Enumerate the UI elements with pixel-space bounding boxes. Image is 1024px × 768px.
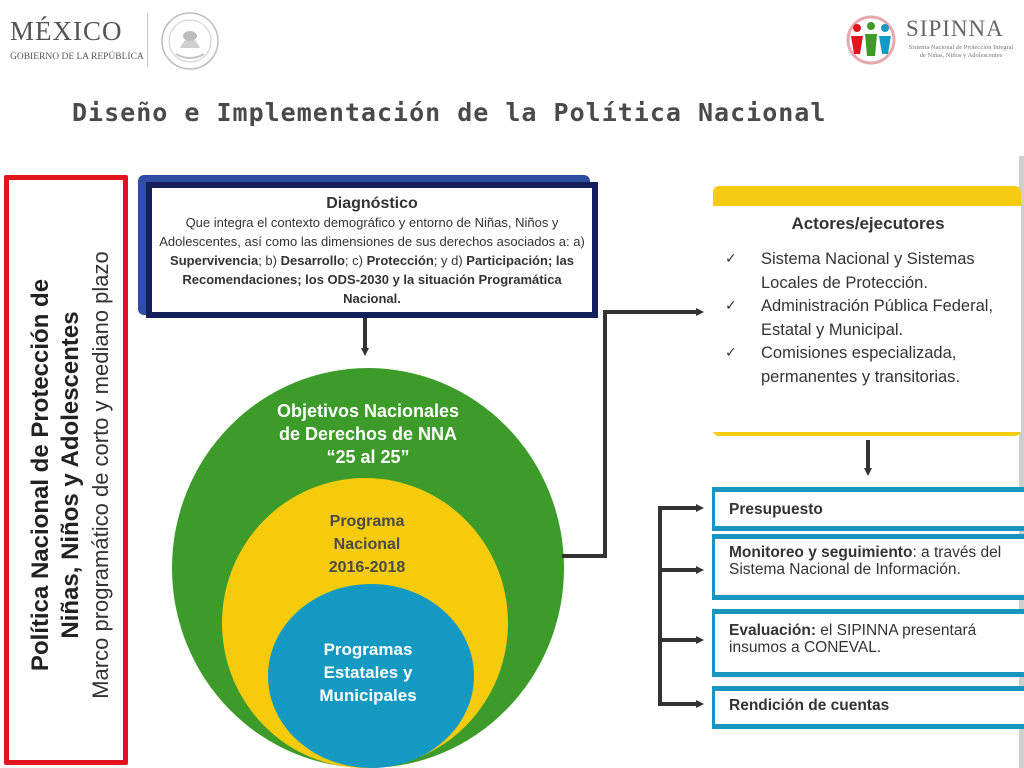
mexico-logo-subtitle: GOBIERNO DE LA REPÚBLICA	[10, 52, 144, 62]
checkmark-icon: ✓	[725, 345, 737, 361]
objetivos-nacionales-label: Objetivos Nacionales de Derechos de NNA “25 al 25”	[276, 401, 460, 467]
diagnostico-title: Diagnóstico	[326, 195, 418, 212]
diagnostico-term-proteccion: Protección	[366, 253, 434, 268]
mexico-logo-title: MÉXICO	[10, 16, 123, 46]
programas-estatales-label: Programas Estatales y Municipales	[319, 640, 417, 705]
page-title: Diseño e Implementación de la Política Nacional	[72, 98, 827, 127]
checkmark-icon: ✓	[725, 298, 737, 314]
evaluacion-label: Evaluación:	[729, 622, 816, 639]
diagnostico-term-supervivencia: Supervivencia	[170, 253, 259, 268]
policy-title-line-1: Política Nacional de Protección de	[27, 278, 54, 672]
actores-title: Actores/ejecutores	[791, 214, 945, 233]
programa-nacional-label: Programa Nacional 2016-2018	[328, 513, 406, 576]
diagnostico-term-recomendaciones: ; las Recomendaciones; los ODS-2030 y la situación Programática Nacional.	[182, 253, 574, 306]
policy-subtitle: Marco programático de corto y mediano plazo	[88, 251, 113, 699]
presupuesto-label: Presupuesto	[729, 501, 823, 518]
rendicion-label: Rendición de cuentas	[729, 697, 890, 714]
monitoreo-label: Monitoreo y seguimiento	[729, 544, 913, 561]
sipinna-logo-subtitle: Sistema Nacional de Protección Integral de Niñas, Niños y Adolescentes	[908, 44, 1014, 59]
checkmark-icon: ✓	[725, 251, 737, 267]
arrow-programa-to-actores	[562, 312, 700, 556]
list-item: ✓ Administración Pública Federal, Estatal y Municipal.	[725, 297, 994, 339]
diagnostico-term-desarrollo: Desarrollo	[280, 253, 345, 268]
sipinna-logo-title: SIPINNA	[906, 16, 1004, 41]
diagnostico-term-participacion: Participación	[466, 253, 548, 268]
diagnostico-text: Que integra el contexto demográfico y entorno de Niñas, Niños y Adolescentes, así como las dimensiones de sus derechos asociados a: a) Supervivencia; b) Desarrollo; c) Protección; y d) Participación; las Recomendaciones; los ODS-2030 y la situación Programática Nacional.	[159, 215, 585, 306]
list-item: ✓ Sistema Nacional y Sistemas Locales de Protección.	[725, 250, 975, 292]
monitoreo-text: : a través del Sistema Nacional de Información.	[729, 544, 1002, 578]
evaluacion-text: el SIPINNA presentará insumos a CONEVAL.	[729, 622, 977, 656]
list-item: ✓ Comisiones especializada, permanentes y transitorias.	[725, 344, 961, 386]
policy-title-line-2: Niñas, Niños y Adolescentes	[57, 311, 84, 639]
